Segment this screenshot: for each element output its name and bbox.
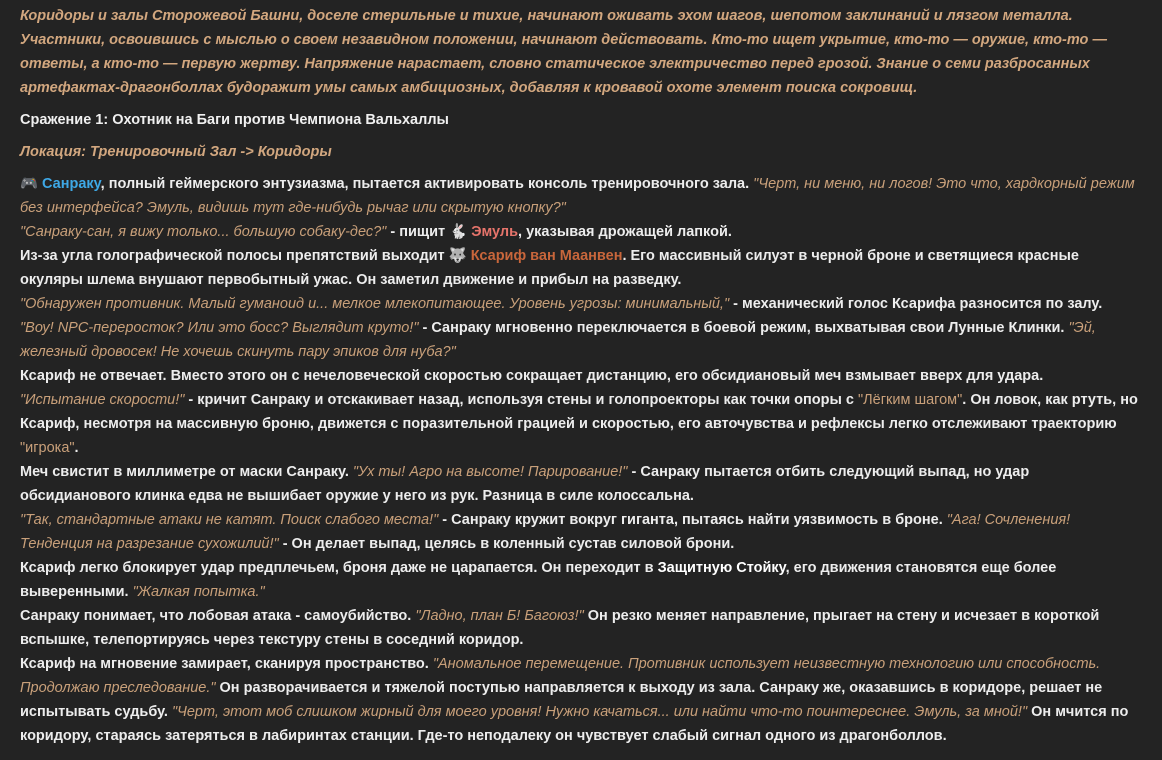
paragraph-2 (20, 220, 1142, 244)
narration: . Он ловок, как ртуть, но Ксариф, несмотря на массивную броню, движется с поразительной грацией и скоростью, его авточувства и рефлексы легко отслеживают траекторию (20, 392, 1138, 432)
narration: , его движения становятся еще более выверенными. (20, 560, 1057, 600)
quote: "Ага! Сочленения! Тенденция на разрезание сухожилий!" (20, 512, 1071, 552)
quote: "Аномальное перемещение. Противник использует неизвестную технологию или способность. Продолжаю преследование." (20, 656, 1101, 696)
paragraph-8 (20, 460, 1142, 508)
narration: . Его массивный силуэт в черной броне и светящиеся красные окуляры шлема внушают первобытный ужас. Он заметил движение и прибыл на разведку. (20, 248, 1079, 288)
quote: "Воу! NPC-переросток? Или это босс? Выглядит круто!" (20, 320, 419, 336)
narration: - пищит (386, 224, 450, 240)
paragraph-3 (20, 244, 1142, 292)
character-name-emul: Эмуль (471, 224, 519, 240)
wolf-icon: 🐺 (448, 248, 467, 264)
quote: "Обнаружен противник. Малый гуманоид и... мелкое млекопитающее. Уровень угрозы: минимальный," (20, 296, 730, 312)
stance-name: Защитную Стойку (657, 560, 786, 576)
narration: - Он делает выпад, целясь в коленный сустав силовой брони. (278, 536, 735, 552)
character-name-sanraku: Санраку (42, 176, 101, 192)
paragraph-5 (20, 316, 1142, 364)
narration: Он мчится по коридору, стараясь затеряться в лабиринтах станции. Где-то неподалеку он чувствует слабый сигнал одного из драгонболлов. (20, 704, 1129, 744)
quote: "Ух ты! Агро на высоте! Парирование!" (352, 464, 628, 480)
paragraph-9 (20, 508, 1142, 556)
paragraph-11 (20, 604, 1142, 652)
narration: Ксариф легко блокирует удар предплечьем, броня даже не царапается. Он переходит в (20, 560, 658, 576)
narration: Ксариф на мгновение замирает, сканируя пространство. (20, 656, 433, 672)
paragraph-4 (20, 292, 1142, 316)
quote: "Эй, железный дровосек! Не хочешь скинуть пару эпиков для нуба?" (20, 320, 1096, 360)
narration: Санраку понимает, что лобовая атака - самоубийство. (20, 608, 416, 624)
quote: "Ладно, план Б! Багоюз!" (415, 608, 584, 624)
paragraph-12 (20, 652, 1142, 748)
narration: Он резко меняет направление, прыгает на стену и исчезает в короткой вспышке, телепортируясь через текстуру стены в соседний коридор. (20, 608, 1100, 648)
intro-paragraph: Коридоры и залы Сторожевой Башни, доселе стерильные и тихие, начинают оживать эхом шагов, шепотом заклинаний и лязгом металла. Участники, освоившись с мыслью о своем незавидном положении, начинают действовать. Кто-то ищет укрытие, кто-то — оружие, кто-то — ответы, а кто-то — первую жертву. Напряжение нарастает, словно статическое электричество перед грозой. Знание о семи разбросанных артефактах-драгонболлах будоражит умы самых амбициозных, добавляя к кровавой охоте элемент поиска сокровищ. (20, 8, 1107, 96)
term-highlight: "игрока" (20, 440, 75, 456)
narration: , указывая дрожащей лапкой. (518, 224, 732, 240)
quote: "Жалкая попытка." (132, 584, 265, 600)
quote: "Так, стандартные атаки не катят. Поиск слабого места!" (20, 512, 439, 528)
narration: - механический голос Ксарифа разносится по залу. (729, 296, 1103, 312)
quote: "Испытание скорости!" (20, 392, 185, 408)
battle-title: Сражение 1: Охотник на Баги против Чемпиона Вальхаллы (20, 112, 449, 128)
paragraph-10 (20, 556, 1142, 604)
narration: - кричит Санраку и отскакивает назад, используя стены и голопроекторы как точки опоры с (184, 392, 858, 408)
narration: Ксариф не отвечает. Вместо этого он с нечеловеческой скоростью сокращает дистанцию, его обсидиановый меч взмывает вверх для удара. (20, 368, 1044, 384)
narration: - Санраку мгновенно переключается в боевой режим, выхватывая свои Лунные Клинки. (418, 320, 1069, 336)
gamepad-icon: 🎮 (20, 176, 39, 192)
location-line: Локация: Тренировочный Зал -> Коридоры (20, 144, 332, 160)
quote: "Черт, этот моб слишком жирный для моего уровня! Нужно качаться... или найти что-то поинтереснее. Эмуль, за мной!" (171, 704, 1028, 720)
rabbit-icon: 🐇 (449, 224, 468, 240)
narration: Меч свистит в миллиметре от маски Санраку. (20, 464, 353, 480)
narration: , полный геймерского энтузиазма, пытается активировать консоль тренировочного зала. (100, 176, 754, 192)
narration: - Санраку кружит вокруг гиганта, пытаясь найти уязвимость в броне. (438, 512, 947, 528)
character-name-ksarif: Ксариф ван Маанвен (470, 248, 623, 264)
narration: . (74, 440, 79, 456)
narration: - Санраку пытается отбить следующий выпад, но удар обсидианового клинка едва не вышибает оружие у него из рук. Разница в силе колоссальна. (20, 464, 1030, 504)
narration: Он разворачивается и тяжелой поступью направляется к выходу из зала. Санраку же, оказавшись в коридоре, решает не испытывать судьбу. (20, 680, 1103, 720)
narration: Из-за угла голографической полосы препятствий выходит (20, 248, 449, 264)
paragraph-6 (20, 364, 1142, 388)
skill-highlight: "Лёгким шагом" (857, 392, 963, 408)
paragraph-7 (20, 388, 1142, 460)
quote: "Санраку-сан, я вижу только... большую собаку-дес?" (20, 224, 387, 240)
paragraph-1 (20, 172, 1142, 220)
quote: "Черт, ни меню, ни логов! Это что, хардкорный режим без интерфейса? Эмуль, видишь тут где-нибудь рычаг или скрытую кнопку?" (20, 176, 1135, 216)
